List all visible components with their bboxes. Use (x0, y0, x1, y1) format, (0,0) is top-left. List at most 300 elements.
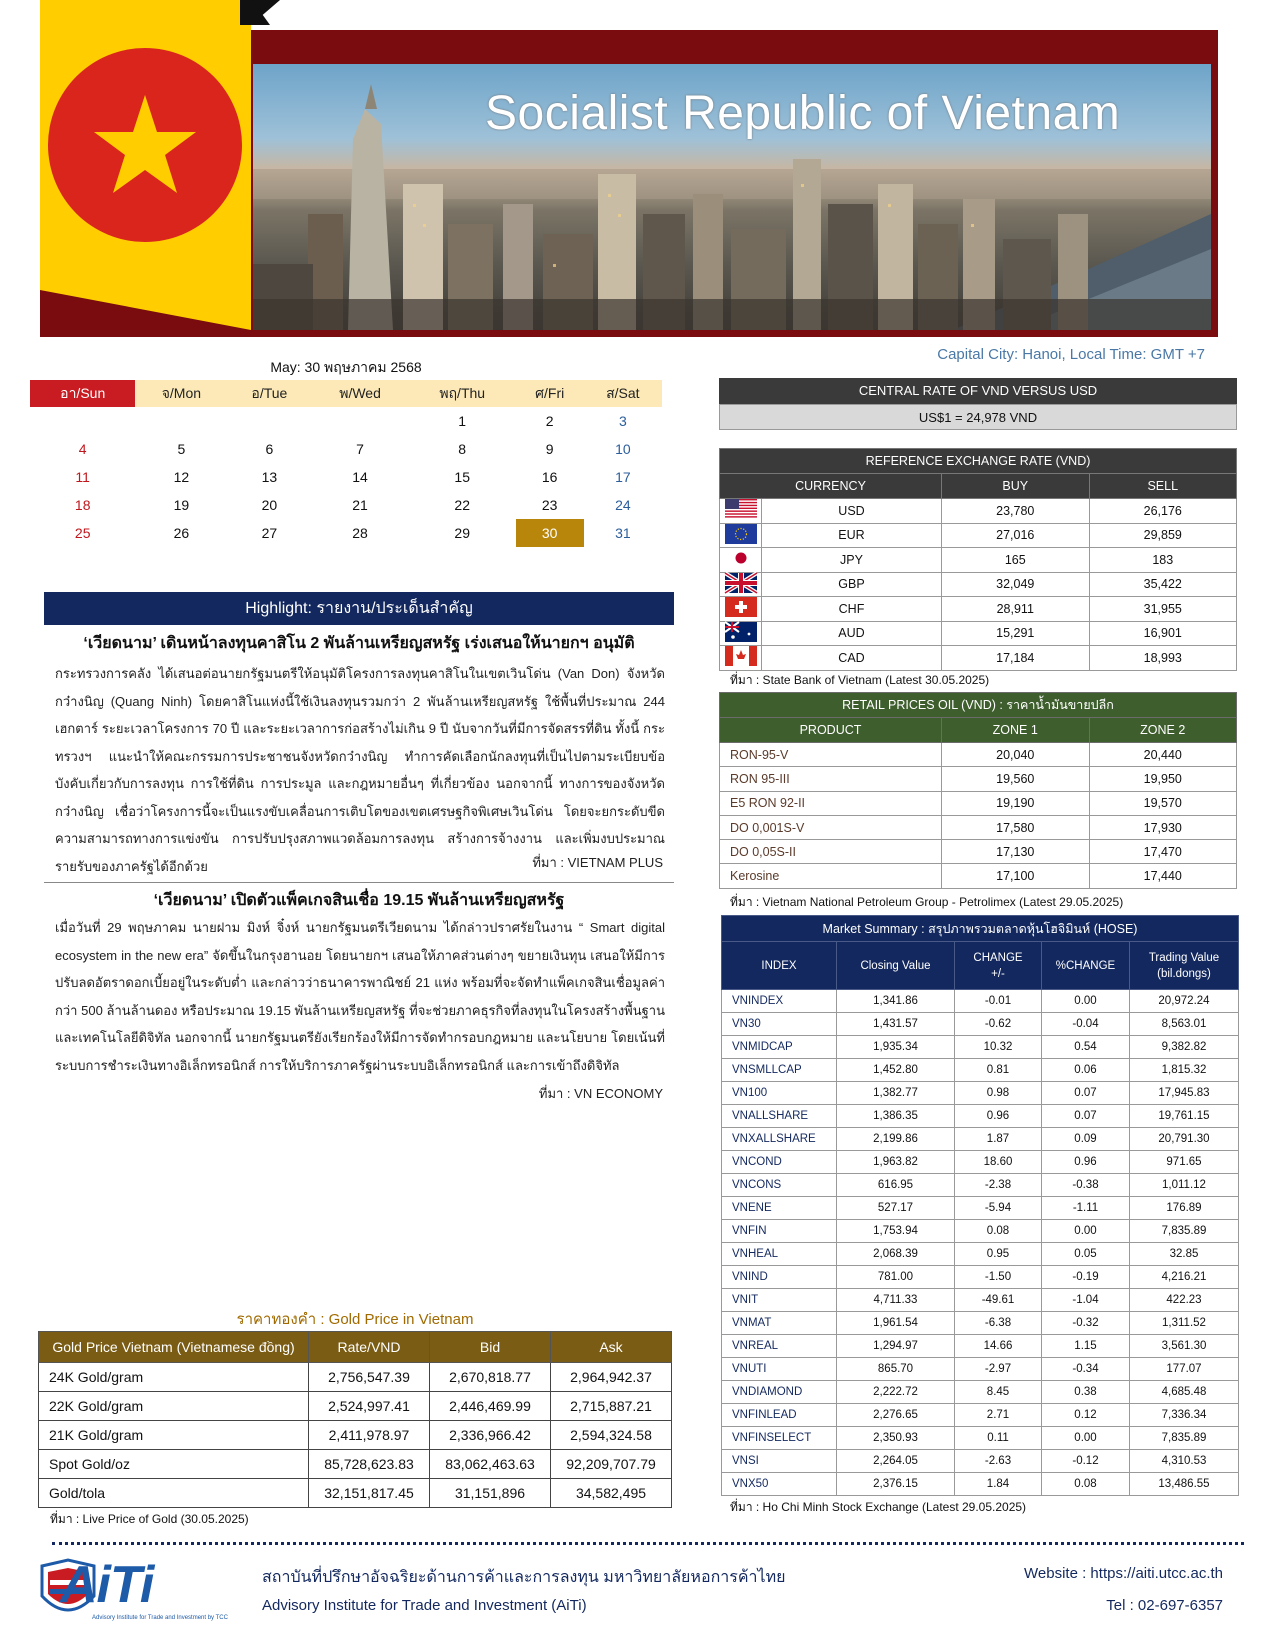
table-cell: 7,835.89 (1130, 1427, 1239, 1450)
table-cell: VNIND (722, 1266, 837, 1289)
table-cell: 1,753.94 (837, 1220, 955, 1243)
table-cell: E5 RON 92-II (720, 791, 942, 815)
calendar-day: 11 (75, 469, 90, 485)
trading-value-unit: (bil.dongs) (1157, 967, 1211, 980)
table-cell: 1,382.77 (837, 1082, 955, 1105)
table-cell: 0.07 (1042, 1082, 1130, 1105)
table-cell: 17,930 (1089, 815, 1237, 839)
table-row (722, 1082, 1239, 1105)
column-header: Closing Value (837, 942, 955, 990)
table-cell: 19,560 (942, 767, 1090, 791)
table-row (722, 1243, 1239, 1266)
calendar-day: 14 (352, 469, 368, 485)
calendar-title: May: 30 พฤษภาคม 2568 (270, 359, 422, 375)
table-cell: VNSI (722, 1450, 837, 1473)
website-link[interactable]: Website : https://aiti.utcc.ac.th (1024, 1565, 1223, 1582)
table-cell: VNFIN (722, 1220, 837, 1243)
table-row (722, 1312, 1239, 1335)
table-cell: 13,486.55 (1130, 1473, 1239, 1496)
table-cell: -0.38 (1042, 1174, 1130, 1197)
table-cell: RON-95-V (720, 743, 942, 767)
table-cell: -0.32 (1042, 1312, 1130, 1335)
uk-flag-icon (720, 572, 762, 597)
table-cell: 1,311.52 (1130, 1312, 1239, 1335)
table-cell: Gold/tola (39, 1479, 309, 1508)
eu-flag-icon (720, 523, 762, 548)
table-cell: 32,151,817.45 (309, 1479, 430, 1508)
table-row (39, 1450, 672, 1479)
table-cell: 0.06 (1042, 1059, 1130, 1082)
table-cell: 17,184 (942, 646, 1090, 671)
table-cell: 0.98 (955, 1082, 1042, 1105)
table-cell: 1,386.35 (837, 1105, 955, 1128)
oil-source: ที่มา : Vietnam National Petroleum Group - Petrolimex (Latest 29.05.2025) (730, 895, 1124, 909)
table-cell: 2,276.65 (837, 1404, 955, 1427)
calendar-day: 28 (352, 525, 368, 541)
table-cell: 183 (1089, 548, 1237, 573)
calendar (30, 380, 662, 547)
calendar-day: 19 (173, 497, 190, 513)
table-cell: 17,470 (1089, 840, 1237, 864)
table-cell: 422.23 (1130, 1289, 1239, 1312)
table-cell: 17,580 (942, 815, 1090, 839)
table-cell: -49.61 (955, 1289, 1042, 1312)
table-cell: 10.32 (955, 1036, 1042, 1059)
change-sub-label: +/- (991, 967, 1005, 980)
table-row (722, 990, 1239, 1013)
news-title: ‘เวียดนาม’ เปิดตัวแพ็คเกจสินเชื่อ 19.15 พันล้านเหรียญสหรัฐ (153, 892, 565, 909)
table-cell: -2.97 (955, 1358, 1042, 1381)
table-cell: VN30 (722, 1013, 837, 1036)
column-header: INDEX (722, 942, 837, 990)
table-cell: 0.11 (955, 1427, 1042, 1450)
calendar-day (227, 407, 311, 435)
column-header (1130, 942, 1239, 990)
us-flag-icon (720, 499, 762, 524)
au-flag-icon (720, 621, 762, 646)
table-cell: -0.01 (955, 990, 1042, 1013)
trading-value-label: Trading Value (1148, 951, 1220, 964)
table-cell: 8.45 (955, 1381, 1042, 1404)
table-cell: 15,291 (942, 621, 1090, 646)
table-cell: VNMAT (722, 1312, 837, 1335)
market-summary-table (721, 915, 1239, 1496)
table-cell: 19,190 (942, 791, 1090, 815)
table-cell: 2,199.86 (837, 1128, 955, 1151)
table-cell: 165 (942, 548, 1090, 573)
table-cell: 14.66 (955, 1335, 1042, 1358)
exchange-rate-table (719, 448, 1237, 671)
vietnam-flag-icon (40, 0, 251, 330)
day-header: จ/Mon (135, 380, 227, 407)
table-row (722, 1427, 1239, 1450)
table-cell: 0.95 (955, 1243, 1042, 1266)
calendar-day: 17 (615, 469, 631, 485)
jp-flag-icon (720, 548, 762, 573)
table-cell: 1,961.54 (837, 1312, 955, 1335)
table-cell: VNALLSHARE (722, 1105, 837, 1128)
calendar-day: 29 (454, 525, 470, 541)
calendar-day: 1 (458, 413, 467, 429)
table-header-row (720, 474, 1237, 499)
column-header: %CHANGE (1042, 942, 1130, 990)
gold-price-table (38, 1331, 672, 1508)
institute-thai-name: สถาบันที่ปรึกษาอัจฉริยะด้านการค้าและการลงทุน มหาวิทยาลัยหอการค้าไทย (262, 1569, 786, 1586)
table-cell: 0.54 (1042, 1036, 1130, 1059)
table-cell: VNMIDCAP (722, 1036, 837, 1059)
table-cell: 0.00 (1042, 1220, 1130, 1243)
calendar-week-row (30, 463, 662, 491)
table-row (720, 840, 1237, 864)
table-cell: 18,993 (1089, 646, 1237, 671)
table-cell: 2,350.93 (837, 1427, 955, 1450)
table-cell: VNFINLEAD (722, 1404, 837, 1427)
table-title-row (720, 693, 1237, 718)
logo-subtext: Advisory Institute for Trade and Investment by TCC (92, 1615, 228, 1621)
table-cell: 17,100 (942, 864, 1090, 888)
table-cell: Spot Gold/oz (39, 1450, 309, 1479)
column-header: PRODUCT (720, 718, 942, 743)
table-title-row (720, 449, 1237, 474)
calendar-day: 20 (261, 497, 278, 513)
table-cell: -1.11 (1042, 1197, 1130, 1220)
calendar-day: 5 (177, 441, 186, 457)
calendar-day (135, 407, 227, 435)
table-title: REFERENCE EXCHANGE RATE (VND) (720, 449, 1237, 474)
table-cell: VNSMLLCAP (722, 1059, 837, 1082)
table-cell: 2,411,978.97 (309, 1421, 430, 1450)
table-cell: 18.60 (955, 1151, 1042, 1174)
table-row (722, 1151, 1239, 1174)
logo-text: AiTi (60, 1556, 154, 1614)
table-cell: 20,972.24 (1130, 990, 1239, 1013)
table-cell: VNCOND (722, 1151, 837, 1174)
table-cell: VNX50 (722, 1473, 837, 1496)
calendar-day: 27 (261, 525, 278, 541)
table-cell: 19,950 (1089, 767, 1237, 791)
calendar-day: 13 (261, 469, 278, 485)
table-cell: CHF (762, 597, 942, 622)
table-cell: 1,341.86 (837, 990, 955, 1013)
table-cell: 83,062,463.63 (430, 1450, 551, 1479)
table-cell: -6.38 (955, 1312, 1042, 1335)
table-cell: 1.87 (955, 1128, 1042, 1151)
table-row (722, 1059, 1239, 1082)
calendar-day: 25 (74, 525, 91, 541)
column-header: Gold Price Vietnam (Vietnamese đồng) (39, 1332, 309, 1363)
table-cell: 19,761.15 (1130, 1105, 1239, 1128)
table-row (39, 1421, 672, 1450)
table-cell: 2,446,469.99 (430, 1392, 551, 1421)
table-row (722, 1404, 1239, 1427)
central-rate-value: US$1 = 24,978 VND (719, 404, 1237, 430)
table-cell: CAD (762, 646, 942, 671)
table-cell: VNREAL (722, 1335, 837, 1358)
calendar-day: 26 (173, 525, 190, 541)
day-header: อ/Tue (227, 380, 311, 407)
ca-flag-icon (720, 646, 762, 671)
calendar-header-row (30, 380, 662, 407)
table-cell: -0.04 (1042, 1013, 1130, 1036)
table-cell: 85,728,623.83 (309, 1450, 430, 1479)
table-cell: 28,911 (942, 597, 1090, 622)
table-cell: 1,452.80 (837, 1059, 955, 1082)
table-cell: -0.19 (1042, 1266, 1130, 1289)
calendar-day: 7 (356, 441, 364, 457)
table-row (720, 621, 1237, 646)
table-row (39, 1392, 672, 1421)
table-cell: VNINDEX (722, 990, 837, 1013)
table-cell: JPY (762, 548, 942, 573)
table-row (720, 548, 1237, 573)
gold-title: ราคาทองคำ : Gold Price in Vietnam (236, 1311, 474, 1328)
table-cell: 31,955 (1089, 597, 1237, 622)
table-cell: 527.17 (837, 1197, 955, 1220)
table-row (722, 1266, 1239, 1289)
table-cell: 17,945.83 (1130, 1082, 1239, 1105)
capital-info: Capital City: Hanoi, Local Time: GMT +7 (937, 346, 1205, 363)
calendar-day: 18 (74, 497, 91, 513)
table-cell: 4,216.21 (1130, 1266, 1239, 1289)
fx-source: ที่มา : State Bank of Vietnam (Latest 30.05.2025) (730, 673, 990, 687)
divider (44, 882, 674, 883)
page-title: Socialist Republic of Vietnam (485, 87, 1121, 140)
table-cell: 0.08 (955, 1220, 1042, 1243)
table-cell: 20,791.30 (1130, 1128, 1239, 1151)
day-header: ศ/Fri (516, 380, 584, 407)
table-header-row (722, 942, 1239, 990)
table-row (720, 791, 1237, 815)
table-row (722, 1197, 1239, 1220)
calendar-week-row (30, 407, 662, 435)
table-row (722, 1450, 1239, 1473)
table-title: RETAIL PRICES OIL (VND) : ราคาน้ำมันขายปลีก (720, 693, 1237, 718)
table-cell: 92,209,707.79 (551, 1450, 672, 1479)
table-cell: 1,815.32 (1130, 1059, 1239, 1082)
table-cell: VNCONS (722, 1174, 837, 1197)
table-row (722, 1381, 1239, 1404)
table-row (720, 815, 1237, 839)
table-cell: -0.62 (955, 1013, 1042, 1036)
table-cell: VNDIAMOND (722, 1381, 837, 1404)
table-cell: 32.85 (1130, 1243, 1239, 1266)
column-header: Bid (430, 1332, 551, 1363)
calendar-day: 30 (516, 519, 584, 547)
table-cell: VNFINSELECT (722, 1427, 837, 1450)
table-header-row (720, 718, 1237, 743)
column-header: ZONE 2 (1089, 718, 1237, 743)
calendar-day: 6 (265, 441, 274, 457)
table-row (720, 864, 1237, 888)
day-header: ส/Sat (584, 380, 662, 407)
news-body: กระทรวงการคลัง ได้เสนอต่อนายกรัฐมนตรีให้อนุมัติโครงการลงทุนคาสิโนในเขตเวินโด่น (Van Don) จังหวัดกว๋างนิญ (Quang Ninh) โดยคาสิโนแห่งนี้ใช้เงินลงทุนรวมกว่า 2 พันล้านเหรียญสหรัฐ ใช้พื้นที่ประมาณ 244 เฮกตาร์ ระยะเวลาโครงการ 70 ปี และระยะเวลาการก่อสร้างไม่เกิน 9 ปี นับจากวันที่มีการจัดสรรที่ดิน ทั้งนี้ กระทรวงฯ แนะนำให้คณะกรรมการประชาชนจังหวัดกว๋างนิญ ทำการคัดเลือกนักลงทุนที่เป็นไปตามระเบียบข้อบังคับเกี่ยวกับการลงทุน การใช้ที่ดิน การประมูล และกฎหมายอื่นๆ ที่เกี่ยวข้อง นอกจากนี้ ทางการของจังหวัดกว๋างนิญ เชื่อว่าโครงการนี้จะเป็นแรงขับเคลื่อนการเติบโตของเขตเศรษฐกิจพิเศษเวินโด่น โดยจะยกระดับขีดความสามารถทางการแข่งขัน การปรับปรุงสภาพแวดล้อมการลงทุน สร้างการจ้างงาน และเพิ่มงบประมาณรายรับของภาครัฐได้อีกด้วย (55, 666, 665, 874)
table-row (720, 572, 1237, 597)
footer-divider (52, 1542, 1244, 1545)
table-cell: 2,222.72 (837, 1381, 955, 1404)
table-cell: 1,011.12 (1130, 1174, 1239, 1197)
column-header: SELL (1089, 474, 1237, 499)
table-cell: 34,582,495 (551, 1479, 672, 1508)
calendar-week-row (30, 519, 662, 547)
calendar-day: 9 (545, 441, 554, 457)
table-cell: 971.65 (1130, 1151, 1239, 1174)
table-cell: 2,524,997.41 (309, 1392, 430, 1421)
table-cell: DO 0,001S-V (720, 815, 942, 839)
table-cell: 0.96 (1042, 1151, 1130, 1174)
table-cell: VNHEAL (722, 1243, 837, 1266)
table-cell: 0.38 (1042, 1381, 1130, 1404)
news-source: ที่มา : VN ECONOMY (538, 1086, 663, 1101)
table-row (720, 499, 1237, 524)
table-row (720, 523, 1237, 548)
calendar-day: 24 (615, 497, 631, 513)
calendar-day: 21 (352, 497, 368, 513)
table-cell: 0.05 (1042, 1243, 1130, 1266)
table-cell: 3,561.30 (1130, 1335, 1239, 1358)
table-cell: 781.00 (837, 1266, 955, 1289)
telephone: Tel : 02-697-6357 (1106, 1597, 1223, 1614)
table-row (722, 1013, 1239, 1036)
table-cell: 2.71 (955, 1404, 1042, 1427)
table-cell: USD (762, 499, 942, 524)
table-cell: 2,336,966.42 (430, 1421, 551, 1450)
change-label: CHANGE (973, 951, 1023, 964)
table-cell: 1,935.34 (837, 1036, 955, 1059)
table-cell: -1.50 (955, 1266, 1042, 1289)
table-title-row (722, 916, 1239, 942)
calendar-day: 15 (454, 469, 470, 485)
table-row (720, 646, 1237, 671)
table-cell: GBP (762, 572, 942, 597)
column-header (955, 942, 1042, 990)
calendar-day: 10 (615, 441, 631, 457)
table-row (39, 1479, 672, 1508)
table-cell: -2.63 (955, 1450, 1042, 1473)
table-cell: VNXALLSHARE (722, 1128, 837, 1151)
institute-english-name: Advisory Institute for Trade and Investment (AiTi) (262, 1597, 587, 1614)
news-title: ‘เวียดนาม’ เดินหน้าลงทุนคาสิโน 2 พันล้านเหรียญสหรัฐ เร่งเสนอให้นายกฯ อนุมัติ (83, 635, 635, 652)
table-cell: 21K Gold/gram (39, 1421, 309, 1450)
column-header: Rate/VND (309, 1332, 430, 1363)
table-cell: 0.08 (1042, 1473, 1130, 1496)
table-cell: Kerosine (720, 864, 942, 888)
news-source: ที่มา : VIETNAM PLUS (532, 855, 663, 870)
table-cell: 2,068.39 (837, 1243, 955, 1266)
column-header: Ask (551, 1332, 672, 1363)
table-cell: 1,294.97 (837, 1335, 955, 1358)
table-row (722, 1289, 1239, 1312)
table-row (722, 1105, 1239, 1128)
table-cell: 0.07 (1042, 1105, 1130, 1128)
table-cell: 27,016 (942, 523, 1090, 548)
table-row (722, 1174, 1239, 1197)
table-cell: 19,570 (1089, 791, 1237, 815)
table-cell: 1.84 (955, 1473, 1042, 1496)
table-cell: -1.04 (1042, 1289, 1130, 1312)
table-cell: 865.70 (837, 1358, 955, 1381)
table-cell: 0.12 (1042, 1404, 1130, 1427)
calendar-day: 23 (541, 497, 558, 513)
gold-source: ที่มา : Live Price of Gold (30.05.2025) (50, 1512, 249, 1526)
table-cell: 31,151,896 (430, 1479, 551, 1508)
table-cell: VNUTI (722, 1358, 837, 1381)
table-cell: 23,780 (942, 499, 1090, 524)
table-cell: 29,859 (1089, 523, 1237, 548)
table-row (722, 1335, 1239, 1358)
table-cell: RON 95-III (720, 767, 942, 791)
oil-price-table (719, 692, 1237, 889)
calendar-day: 2 (545, 413, 554, 429)
table-cell: -2.38 (955, 1174, 1042, 1197)
table-cell: 0.81 (955, 1059, 1042, 1082)
table-cell: 177.07 (1130, 1358, 1239, 1381)
table-cell: 2,670,818.77 (430, 1363, 551, 1392)
table-cell: 26,176 (1089, 499, 1237, 524)
table-cell: -0.34 (1042, 1358, 1130, 1381)
news-body: เมื่อวันที่ 29 พฤษภาคม นายฝาม มิงห์ จิ๋งห์ นายกรัฐมนตรีเวียดนาม ได้กล่าวปราศรัยในงาน “ Smart digital ecosystem in the new era” จัดขึ้นในกรุงฮานอย โดยนายกฯ เสนอให้ภาคส่วนต่างๆ ขยายเงินทุน เสนอให้มีการปรับลดอัตราดอกเบี้ยอยู่ในระดับต่ำ และกล่าวว่าธนาคารพาณิชย์ 21 แห่ง พร้อมที่จะจัดทำแพ็คเกจสินเชื่อมูลค่ากว่า 500 ล้านล้านดอง หรือประมาณ 19.15 พันล้านเหรียญสหรัฐ ที่จะช่วยภาคธุรกิจที่ลงทุนในโครงสร้างพื้นฐานและเทคโนโลยีดิจิทัล นอกจากนี้ นายกรัฐมนตรียังเรียกร้องให้มีการจัดทำกรอบกฎหมาย และนโยบาย โดยเน้นที่ระบบการชำระเงินทางอิเล็กทรอนิกส์ การให้บริการภาครัฐผ่านระบบอิเล็กทรอนิกส์ และการเข้าถึงดิจิทัล (55, 920, 665, 1073)
table-cell: 4,685.48 (1130, 1381, 1239, 1404)
column-header: BUY (942, 474, 1090, 499)
table-cell: 7,835.89 (1130, 1220, 1239, 1243)
table-cell: 9,382.82 (1130, 1036, 1239, 1059)
calendar-day: 22 (454, 497, 470, 513)
table-cell: 0.00 (1042, 1427, 1130, 1450)
table-cell: -0.12 (1042, 1450, 1130, 1473)
table-row (39, 1363, 672, 1392)
table-cell: 2,715,887.21 (551, 1392, 672, 1421)
calendar-day: 16 (541, 469, 558, 485)
table-cell: 2,264.05 (837, 1450, 955, 1473)
table-cell: 2,376.15 (837, 1473, 955, 1496)
table-cell: 22K Gold/gram (39, 1392, 309, 1421)
table-cell: 1,431.57 (837, 1013, 955, 1036)
table-row (722, 1473, 1239, 1496)
table-cell: 616.95 (837, 1174, 955, 1197)
column-header: CURRENCY (720, 474, 942, 499)
ch-flag-icon (720, 597, 762, 622)
table-cell: 17,440 (1089, 864, 1237, 888)
calendar-day: 12 (173, 469, 190, 485)
table-row (722, 1036, 1239, 1059)
table-cell: 4,310.53 (1130, 1450, 1239, 1473)
calendar-week-row (30, 491, 662, 519)
table-cell: 2,756,547.39 (309, 1363, 430, 1392)
table-cell: EUR (762, 523, 942, 548)
calendar-day: 8 (458, 441, 467, 457)
table-title: Market Summary : สรุปภาพรวมตลาดหุ้นโฮจิมินห์ (HOSE) (722, 916, 1239, 942)
table-cell: 32,049 (942, 572, 1090, 597)
table-cell: 16,901 (1089, 621, 1237, 646)
table-row (722, 1128, 1239, 1151)
day-header: อา/Sun (30, 380, 135, 407)
table-header-row (39, 1332, 672, 1363)
table-row (722, 1358, 1239, 1381)
central-rate-title: CENTRAL RATE OF VND VERSUS USD (719, 378, 1237, 404)
table-cell: 20,040 (942, 743, 1090, 767)
table-cell: 0.96 (955, 1105, 1042, 1128)
table-cell: 0.09 (1042, 1128, 1130, 1151)
calendar-day: 31 (615, 525, 631, 541)
table-cell: VNENE (722, 1197, 837, 1220)
table-row (722, 1220, 1239, 1243)
calendar-week-row (30, 435, 662, 463)
table-cell: 20,440 (1089, 743, 1237, 767)
table-row (720, 767, 1237, 791)
table-cell: 0.00 (1042, 990, 1130, 1013)
table-row (720, 743, 1237, 767)
table-cell: 7,336.34 (1130, 1404, 1239, 1427)
table-cell: DO 0,05S-II (720, 840, 942, 864)
